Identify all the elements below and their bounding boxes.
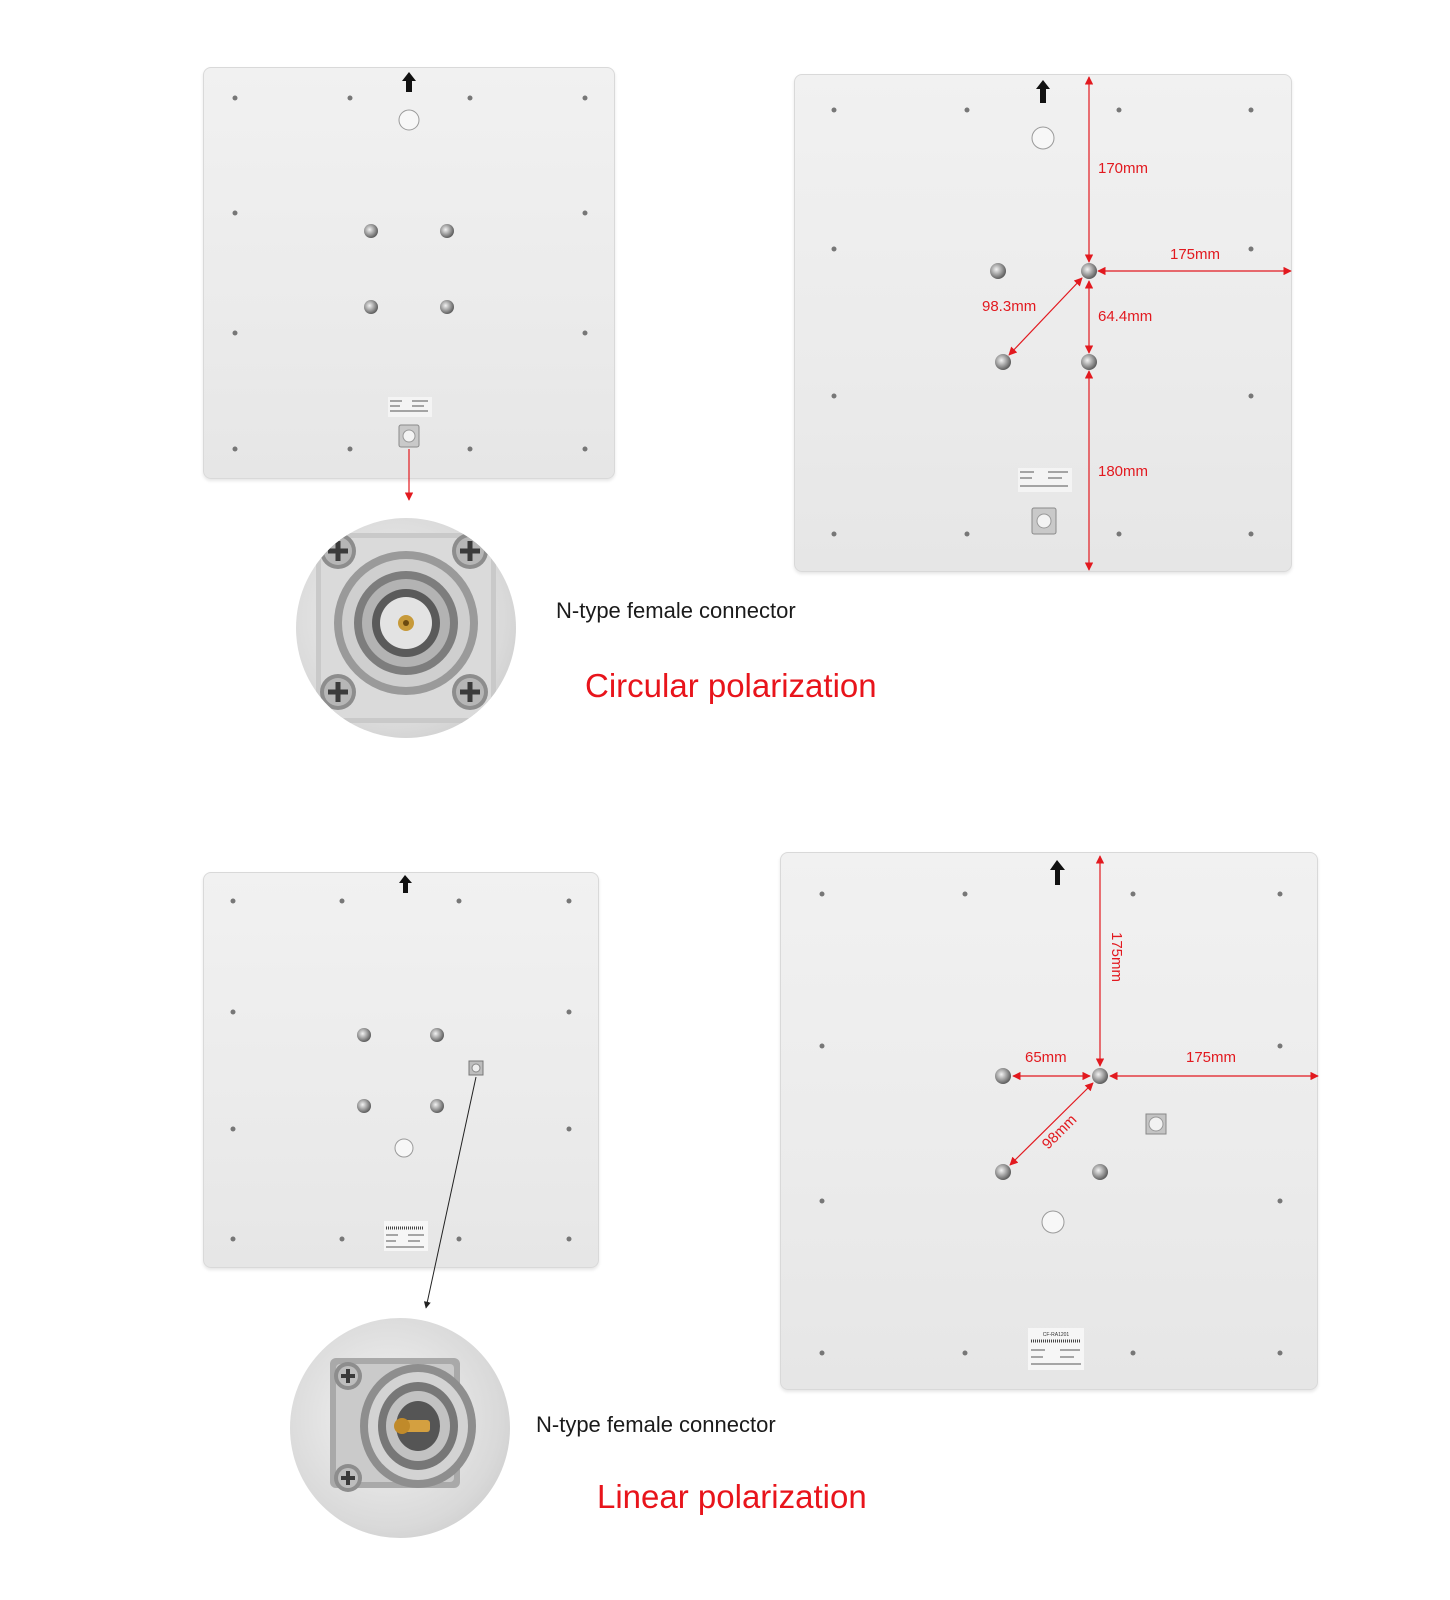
circular-connector-caption: N-type female connector bbox=[556, 598, 796, 623]
mounting-studs bbox=[357, 1028, 444, 1113]
n-connector-icon bbox=[469, 1061, 483, 1075]
n-connector-icon bbox=[1032, 508, 1056, 534]
up-arrow-icon bbox=[1050, 860, 1065, 885]
spec-label bbox=[1018, 468, 1072, 492]
panel-mount-holes bbox=[231, 899, 572, 1242]
spec-label bbox=[1028, 1328, 1084, 1370]
up-arrow-icon bbox=[1036, 80, 1050, 103]
model-label-text: CF-RA1201 bbox=[1042, 1332, 1070, 1338]
dim-spacing-65mm: 65mm bbox=[1025, 1049, 1067, 1066]
n-connector-icon bbox=[1146, 1114, 1166, 1134]
up-arrow-icon bbox=[399, 875, 412, 893]
mounting-studs bbox=[364, 224, 454, 314]
circular-polarization-title: Circular polarization bbox=[585, 667, 877, 704]
dim-spacing-64-4mm: 64.4mm bbox=[1098, 308, 1153, 325]
dim-diagonal-98-3mm: 98.3mm bbox=[982, 298, 1037, 315]
up-arrow-icon bbox=[402, 72, 416, 92]
linear-polarization-title: Linear polarization bbox=[597, 1478, 867, 1515]
dim-top-170mm: 170mm bbox=[1098, 160, 1149, 177]
dim-right-175mm: 175mm bbox=[1170, 246, 1221, 263]
spec-label bbox=[384, 1221, 428, 1251]
n-connector-icon bbox=[399, 425, 419, 447]
qc-sticker-icon bbox=[1042, 1211, 1064, 1233]
linear-connector-caption: N-type female connector bbox=[536, 1412, 776, 1437]
qc-sticker-icon bbox=[395, 1139, 413, 1157]
dim-bottom-180mm: 180mm bbox=[1098, 463, 1149, 480]
panel-mount-holes bbox=[820, 892, 1283, 1356]
spec-label bbox=[388, 397, 432, 417]
qc-sticker-icon bbox=[399, 110, 419, 130]
dim-right-175mm: 175mm bbox=[1186, 1049, 1237, 1066]
qc-sticker-icon bbox=[1032, 127, 1054, 149]
dim-diagonal-98mm: 98mm bbox=[1038, 1111, 1081, 1153]
dim-top-175mm: 175mm bbox=[1108, 932, 1125, 983]
